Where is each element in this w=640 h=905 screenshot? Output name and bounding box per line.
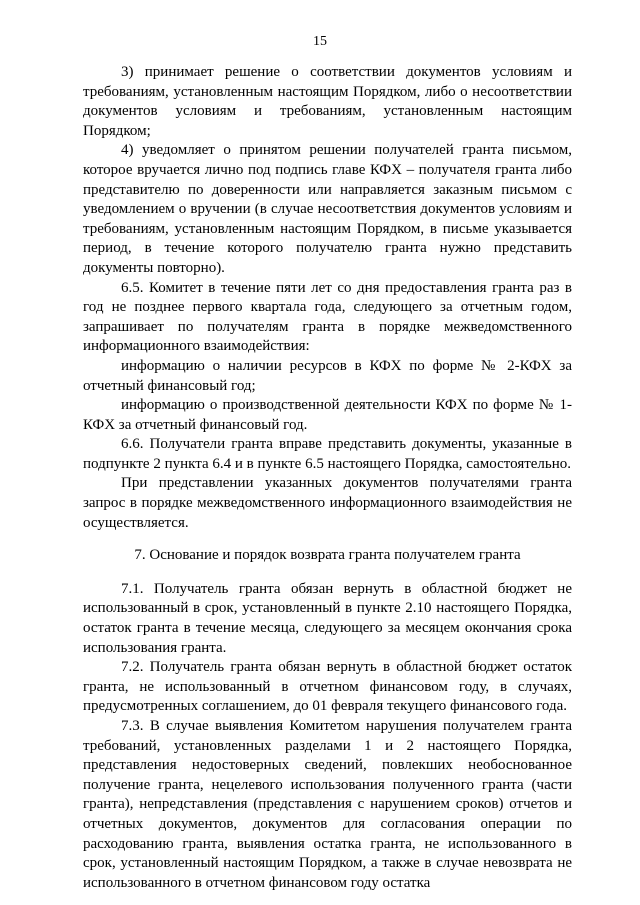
paragraph-form-1-kfh: информацию о производственной деятельности КФХ по форме № 1-КФХ за отчетный финансовый год. [83, 397, 572, 433]
paragraph-6-5: 6.5. Комитет в течение пяти лет со дня предоставления гранта раз в год не позднее первого квартала года, следующего за отчетным годом, запрашивает по получателям гранта в порядке межведомственного информационного взаимодействия: [83, 279, 572, 355]
page-number: 15 [313, 34, 327, 49]
section-heading: 7. Основание и порядок возврата гранта получателем гранта [134, 547, 521, 564]
paragraph-item-4: 4) уведомляет о принятом решении получателей гранта письмом, которое вручается лично под подпись главе КФХ – получателя гранта либо представителю по доверенности или направляется заказным письмом с уведомлением о вручении (в случае несоответствия документов условиям и требованиям, установленным настоящим Порядком, в письме указывается период, в течение которого получателю гранта нужно представить документы повторно). [83, 142, 572, 276]
paragraph-interagency-note: При представлении указанных документов получателями гранта запрос в порядке межведомственного информационного взаимодействия не осуществляется. [83, 475, 572, 531]
paragraph-6-6: 6.6. Получатели гранта вправе представить документы, указанные в подпункте 2 пункта 6.4 и в пункте 6.5 настоящего Порядка, самостоятельно. [83, 436, 572, 472]
document-body [83, 63, 572, 893]
paragraph-item-3: 3) принимает решение о соответствии документов условиям и требованиям, установленным настоящим Порядком, либо о несоответствии документов условиям и требованиям, установленным настоящим Порядком; [83, 64, 572, 139]
paragraph-7-1: 7.1. Получатель гранта обязан вернуть в областной бюджет не использованный в срок, установленный в пункте 2.10 настоящего Порядка, остаток гранта в течение месяца, следующего за месяцем окончания срока использования гранта. [83, 580, 572, 656]
paragraph-form-2-kfh: информацию о наличии ресурсов в КФХ по форме № 2-КФХ за отчетный финансовый год; [83, 357, 572, 394]
paragraph-7-3: 7.3. В случае выявления Комитетом нарушения получателем гранта требований, установленных разделами 1 и 2 настоящего Порядка, представления недостоверных сведений, повлекших необоснованное получение гранта, нецелевого использования полученного гранта (части гранта), непредставления (представления с нарушением сроков) отчетов и отчетных документов, документов для согласования операции по расходованию гранта, выявления остатка гранта, не использованного в срок, установленный настоящим Порядком, а также в случае невозврата не использованного в отчетном финансовом году остатка [83, 718, 572, 891]
paragraph-7-2: 7.2. Получатель гранта обязан вернуть в областной бюджет остаток гранта, не использованный в отчетном финансовом году, в случаях, предусмотренных соглашением, до 01 февраля текущего финансового года. [83, 659, 572, 715]
